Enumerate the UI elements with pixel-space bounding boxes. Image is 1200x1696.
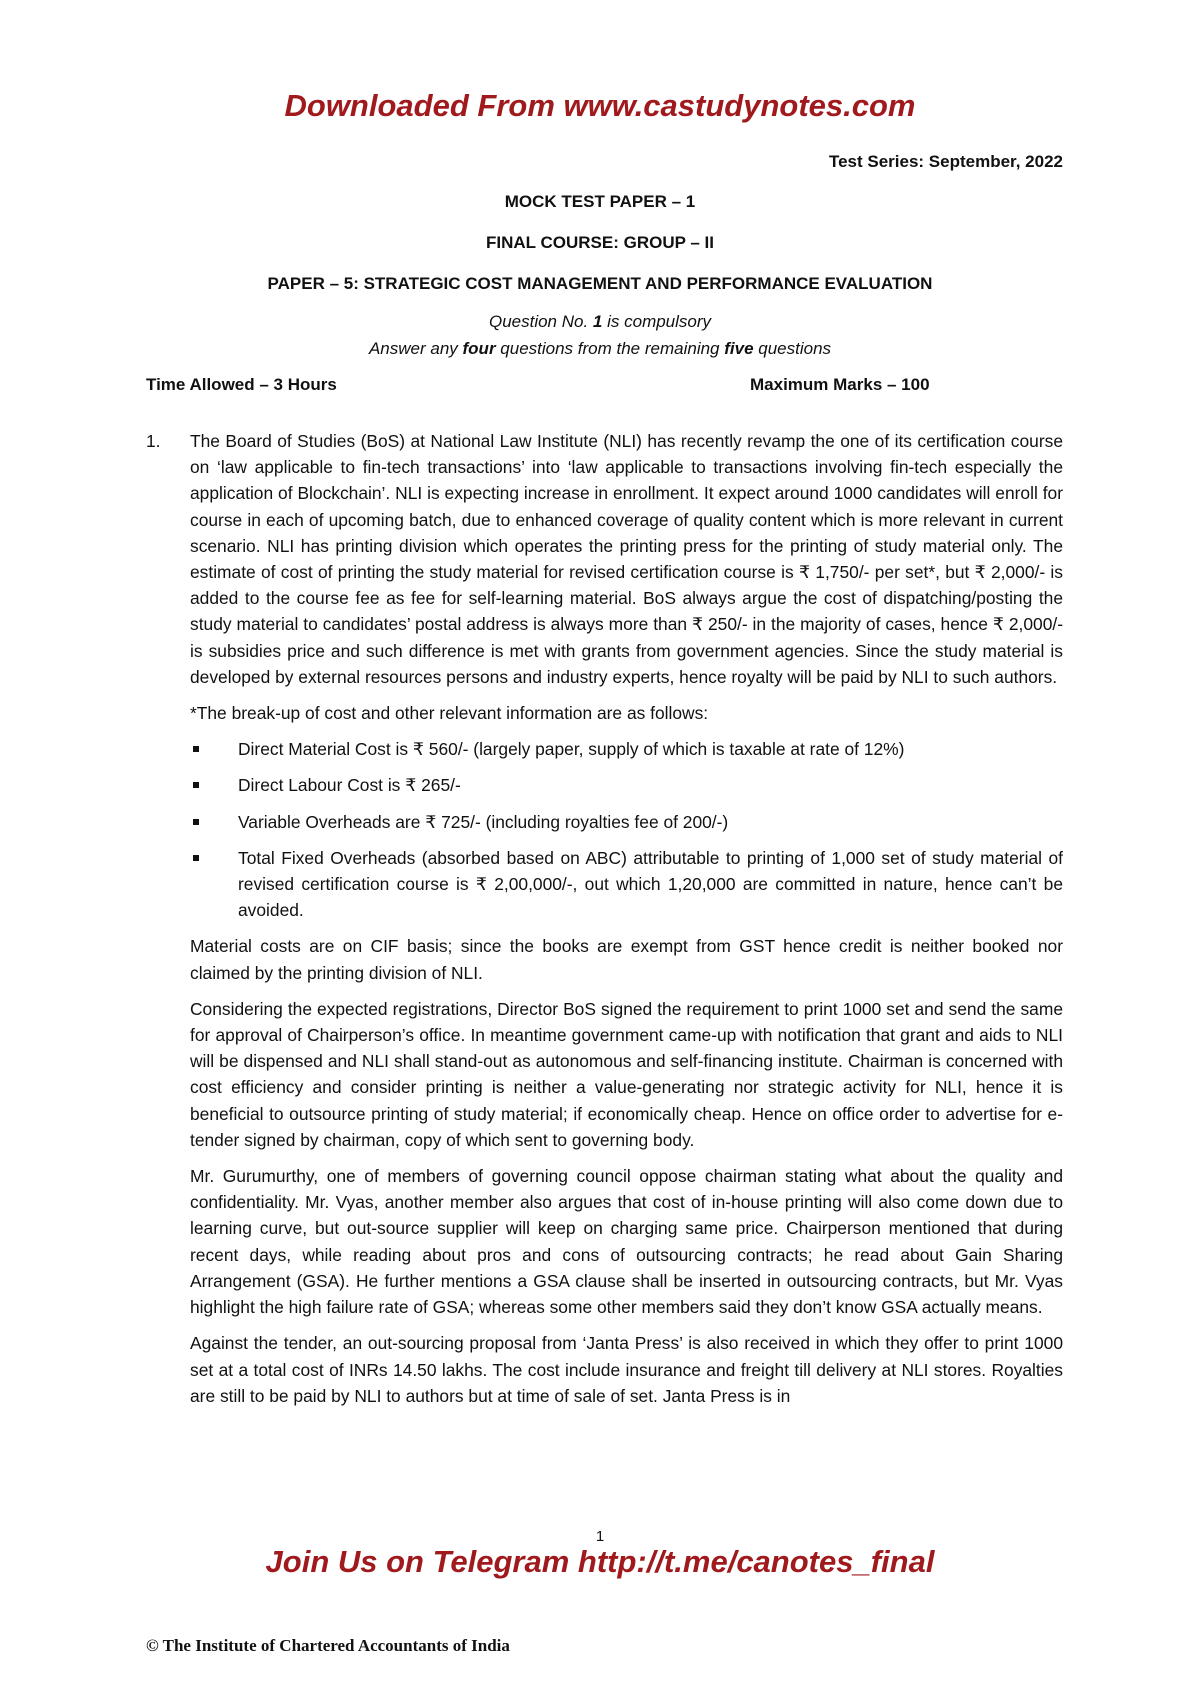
list-item-text: Variable Overheads are ₹ 725/- (including royalties fee of 200/-) xyxy=(238,811,729,832)
square-bullet-icon xyxy=(193,855,199,861)
question-paragraph: The Board of Studies (BoS) at National Law Institute (NLI) has recently revamp the one of its certification course on ‘law applicable to fin-tech transactions’ into ‘law applicable to transactions involving fin-tech especially the application of Blockchain’. NLI is expecting increase in enrollment. It expect around 1000 candidates will enroll for course in each of upcoming batch, due to enhanced coverage of quality content which is more relevant in current scenario. NLI has printing division which operates the printing press for the printing of study material only. The estimate of cost of printing the study material for revised certification course is ₹ 1,750/- per set*, but ₹ 2,000/- is added to the course fee as fee for self-learning material. BoS always argue the cost of dispatching/posting the study material to candidates’ postal address is always more than ₹ 250/- in the majority of cases, hence ₹ 2,000/- is subsidies price and such difference is met with grants from government agencies. Since the study material is developed by external resources persons and industry experts, hence royalty will be paid by NLI to such authors. xyxy=(190,431,1063,687)
paper-title-subject: PAPER – 5: STRATEGIC COST MANAGEMENT AND PERFORMANCE EVALUATION xyxy=(267,274,933,293)
question-paragraph: Against the tender, an out-sourcing proposal from ‘Janta Press’ is also received in which they offer to print 1000 set at a total cost of INRs 14.50 lakhs. The cost include insurance and freight till delivery at NLI stores. Royalties are still to be paid by NLI to authors but at time of sale of set. Janta Press is in xyxy=(190,1333,1063,1406)
maximum-marks: Maximum Marks – 100 xyxy=(750,375,930,394)
header-download-banner[interactable]: Downloaded From www.castudynotes.com xyxy=(284,88,916,123)
instruction-compulsory xyxy=(0,312,1200,332)
list-item-text: Direct Material Cost is ₹ 560/- (largely paper, supply of which is taxable at rate of 12%) xyxy=(238,739,905,760)
list-item-text: Direct Labour Cost is ₹ 265/- xyxy=(238,775,461,796)
instruction-emphasis: five xyxy=(724,339,754,358)
page-number: 1 xyxy=(595,1528,605,1545)
test-series-label: Test Series: September, 2022 xyxy=(828,152,1063,171)
instruction-text: Answer any xyxy=(368,339,463,358)
list-item xyxy=(190,845,1063,924)
cost-breakup-list xyxy=(190,736,1063,923)
square-bullet-icon xyxy=(193,782,199,788)
instruction-choice xyxy=(0,339,1200,359)
question-paragraph: *The break-up of cost and other relevant information are as follows: xyxy=(190,703,709,724)
question-number: 1. xyxy=(146,431,161,451)
time-allowed: Time Allowed – 3 Hours xyxy=(146,375,337,394)
list-item xyxy=(190,772,1063,798)
instruction-text: questions from the remaining xyxy=(495,339,725,358)
square-bullet-icon xyxy=(193,819,199,825)
instruction-emphasis: 1 xyxy=(592,312,603,331)
question-1 xyxy=(146,428,1063,1419)
list-item-text: Total Fixed Overheads (absorbed based on ABC) attributable to printing of 1,000 set of study material of revised certification course is ₹ 2,00,000/-, out which 1,20,000 are committed in nature, hence can’t be avoided. xyxy=(238,847,1063,921)
paper-title-course: FINAL COURSE: GROUP – II xyxy=(486,233,714,252)
list-item xyxy=(190,736,1063,762)
question-paragraph: Mr. Gurumurthy, one of members of governing council oppose chairman stating what about the quality and confidentiality. Mr. Vyas, another member also argues that cost of in-house printing will also come down due to learning curve, but out-source supplier will keep on charging same price. Chairperson mentioned that during recent days, while reading about pros and cons of outsourcing contracts; he read about Gain Sharing Arrangement (GSA). He further mentions a GSA clause shall be inserted in outsourcing contracts, but Mr. Vyas highlight the high failure rate of GSA; whereas some other members said they don’t know GSA actually means. xyxy=(190,1166,1063,1318)
instruction-text: is compulsory xyxy=(602,312,712,331)
question-paragraph: Material costs are on CIF basis; since the books are exempt from GST hence credit is neither booked nor claimed by the printing division of NLI. xyxy=(190,936,1063,983)
list-item xyxy=(190,809,1063,835)
question-paragraph: Considering the expected registrations, Director BoS signed the requirement to print 1000 set and send the same for approval of Chairperson’s office. In meantime government came-up with notification that grant and aids to NLI will be dispensed and NLI shall stand-out as autonomous and self-financing institute. Chairman is concerned with cost efficiency and consider printing is neither a value-generating nor strategic activity for NLI, hence it is beneficial to outsource printing of study material; if economically cheap. Hence on office order to advertise for e-tender signed by chairman, copy of which sent to governing body. xyxy=(190,998,1063,1150)
instruction-emphasis: four xyxy=(462,339,496,358)
paper-title-mock: MOCK TEST PAPER – 1 xyxy=(504,192,696,211)
instruction-text: Question No. xyxy=(488,312,593,331)
question-body xyxy=(190,428,1063,1409)
footer-telegram-banner[interactable]: Join Us on Telegram http://t.me/canotes_final xyxy=(265,1544,935,1579)
square-bullet-icon xyxy=(193,746,199,752)
copyright-notice: © The Institute of Chartered Accountants of India xyxy=(146,1636,510,1655)
instruction-text: questions xyxy=(753,339,832,358)
